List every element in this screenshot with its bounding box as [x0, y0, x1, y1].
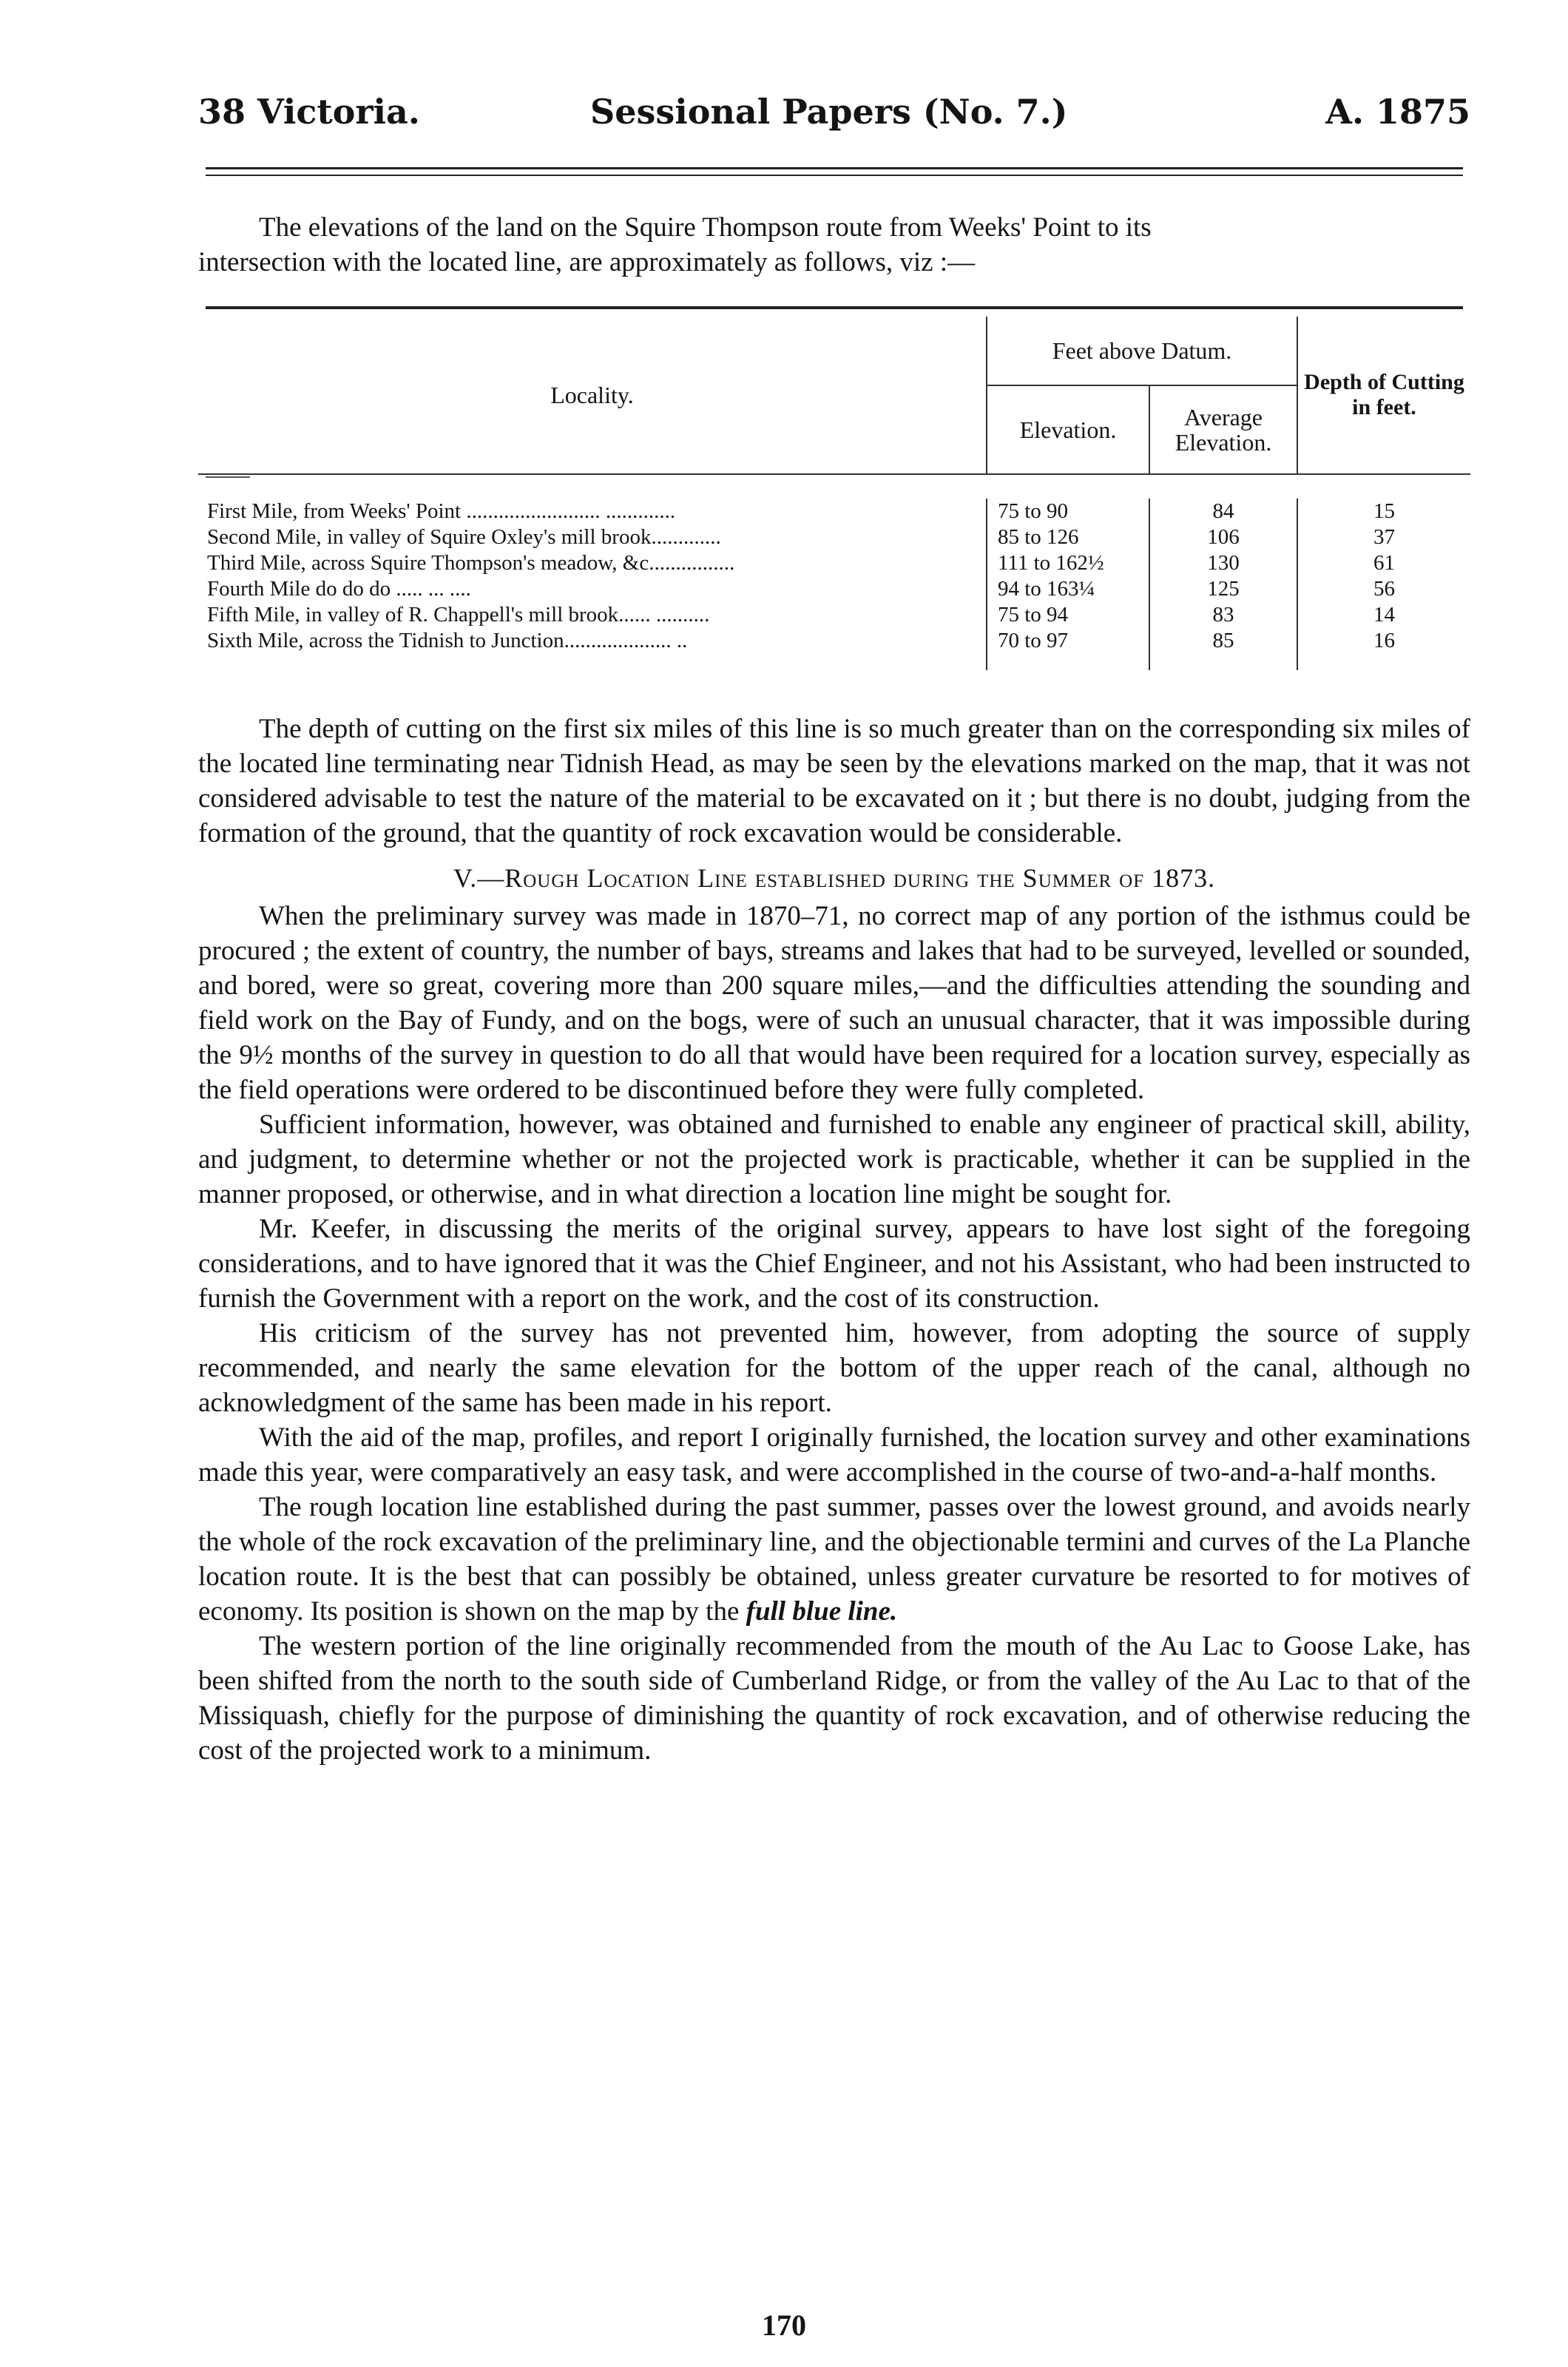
header-rule-bottom: [206, 175, 1463, 176]
paragraph-depth-of-cutting: The depth of cutting on the first six miles of this line is so much greater than on the corresponding six miles of the located line terminating near Tidnish Head, as may be seen by the elevations marked on the map, that it was not considered advisable to test the nature of the material to be excavated on it ; but there is no doubt, judging from the formation of the ground, that the quantity of rock excavation would be considerable.: [198, 714, 1470, 848]
row-elevation: 94 to 163¼: [987, 576, 1149, 602]
row-depth: 37: [1297, 524, 1470, 550]
row-locality: Sixth Mile, across the Tidnish to Junction.................... ..: [207, 629, 688, 652]
paragraph-criticism: His criticism of the survey has not prevented him, however, from adopting the source of supply recommended, and nearly the same elevation for the bottom of the upper reach of the canal, although no acknowledgment of the same has been made in his report.: [198, 1318, 1470, 1418]
header-center: Sessional Papers (No. 7.): [590, 92, 1068, 132]
table-bottom-spacer: [198, 654, 1470, 670]
paragraph-mr-keefer: Mr. Keefer, in discussing the merits of the original survey, appears to have lost sight of the foregoing considerations, and to have ignored that it was the Chief Engineer, and not his Assistant, who had been instructed to furnish the Government with a report on the work, and the cost of its construction.: [198, 1214, 1470, 1314]
table-row: [198, 550, 1470, 576]
row-depth: 56: [1297, 576, 1470, 602]
page-number: 170: [762, 2309, 806, 2342]
full-blue-line-text: full blue line.: [746, 1596, 898, 1627]
depth-header: Depth of Cutting in feet.: [1297, 317, 1470, 474]
row-elevation: 111 to 162½: [987, 550, 1149, 576]
row-locality: Fourth Mile do do do ..... ... ....: [207, 577, 471, 601]
table-row: [198, 576, 1470, 602]
row-average: 84: [1149, 499, 1297, 524]
table-rule-top: [206, 306, 1463, 309]
row-average: 83: [1149, 602, 1297, 628]
paragraph-rough-location-text: The rough location line established during the past summer, passes over the lowest ground, and avoids nearly the whole of the rock excavation of the preliminary line, and the objectionable termini and curves of the La Planche location route. It is the best that can possibly be obtained, unless greater curvature be resorted to for motives of economy. Its position is shown on the map by the: [198, 1492, 1470, 1627]
row-average: 85: [1149, 628, 1297, 654]
paragraph-sufficient-information: Sufficient information, however, was obtained and furnished to enable any engineer of practical skill, ability, and judgment, to determine whether or not the projected work is practicable, whether it can be supplied in the manner proposed, or otherwise, and in what direction a location line might be sought for.: [198, 1110, 1470, 1209]
row-depth: 61: [1297, 550, 1470, 576]
paragraph-aid-of-map: With the aid of the map, profiles, and report I originally furnished, the location survey and other examinations made this year, were comparatively an easy task, and were accomplished in the course of two-and-a-half months.: [198, 1422, 1470, 1488]
table-row: [198, 602, 1470, 628]
table-divider-mark: [206, 476, 250, 478]
row-elevation: 85 to 126: [987, 524, 1149, 550]
row-locality: Third Mile, across Squire Thompson's meadow, &c................: [207, 551, 735, 575]
intro-paragraph: [198, 210, 1470, 280]
row-locality: Fifth Mile, in valley of R. Chappell's mill brook...... ..........: [207, 603, 710, 627]
locality-header: Locality.: [550, 381, 634, 408]
row-average: 106: [1149, 524, 1297, 550]
table-header-divider: [198, 474, 1470, 499]
row-depth: 15: [1297, 499, 1470, 524]
paragraph-western-portion: The western portion of the line originally recommended from the mouth of the Au Lac to Goose Lake, has been shifted from the north to the south side of Cumberland Ridge, or from the valley of the Au Lac to that of the Missiquash, chiefly for the purpose of diminishing the quantity of rock excavation, and of otherwise reducing the cost of the projected work to a minimum.: [198, 1631, 1470, 1766]
intro-line-2: intersection with the located line, are approximately as follows, viz :—: [198, 247, 976, 277]
feet-above-datum-header: Feet above Datum.: [987, 317, 1297, 385]
section-heading-title: Rough Location Line established during the Summer of 1873.: [504, 863, 1216, 893]
average-elevation-header: Average Elevation.: [1149, 385, 1297, 474]
elevation-header: Elevation.: [987, 385, 1149, 474]
table-row: [198, 524, 1470, 550]
table-header-row-1: [198, 317, 1470, 385]
row-elevation: 75 to 94: [987, 602, 1149, 628]
row-depth: 16: [1297, 628, 1470, 654]
section-heading-prefix: V.—: [453, 863, 505, 893]
paragraph-preliminary-survey: When the preliminary survey was made in 1870–71, no correct map of any portion of the isthmus could be procured ; the extent of country, the number of bays, streams and lakes that had to be surveyed, levelled or sounded, and bored, were so great, covering more than 200 square miles,—and the difficulties attending the sounding and field work on the Bay of Fundy, and on the bogs, were of such an unusual character, that it was impossible during the 9½ months of the survey in question to do all that would have been required for a location survey, especially as the field operations were ordered to be discontinued before they were fully completed.: [198, 901, 1470, 1105]
row-locality: First Mile, from Weeks' Point ......................... .............: [207, 499, 676, 523]
table-row: [198, 499, 1470, 524]
row-elevation: 70 to 97: [987, 628, 1149, 654]
row-average: 125: [1149, 576, 1297, 602]
section-heading: [198, 861, 1470, 896]
intro-line-1: The elevations of the land on the Squire Thompson route from Weeks' Point to its: [259, 212, 1152, 243]
header-right: A. 1875: [1325, 92, 1470, 132]
row-depth: 14: [1297, 602, 1470, 628]
header-left: 38 Victoria.: [198, 92, 420, 132]
header-rule-top: [206, 167, 1463, 169]
row-average: 130: [1149, 550, 1297, 576]
elevation-table: [198, 317, 1470, 670]
table-row: [198, 628, 1470, 654]
main-text: [198, 712, 1470, 1768]
row-locality: Second Mile, in valley of Squire Oxley's mill brook.............: [207, 525, 721, 549]
row-elevation: 75 to 90: [987, 499, 1149, 524]
page-header: [198, 92, 1470, 143]
paragraph-rough-location: [198, 1490, 1470, 1629]
